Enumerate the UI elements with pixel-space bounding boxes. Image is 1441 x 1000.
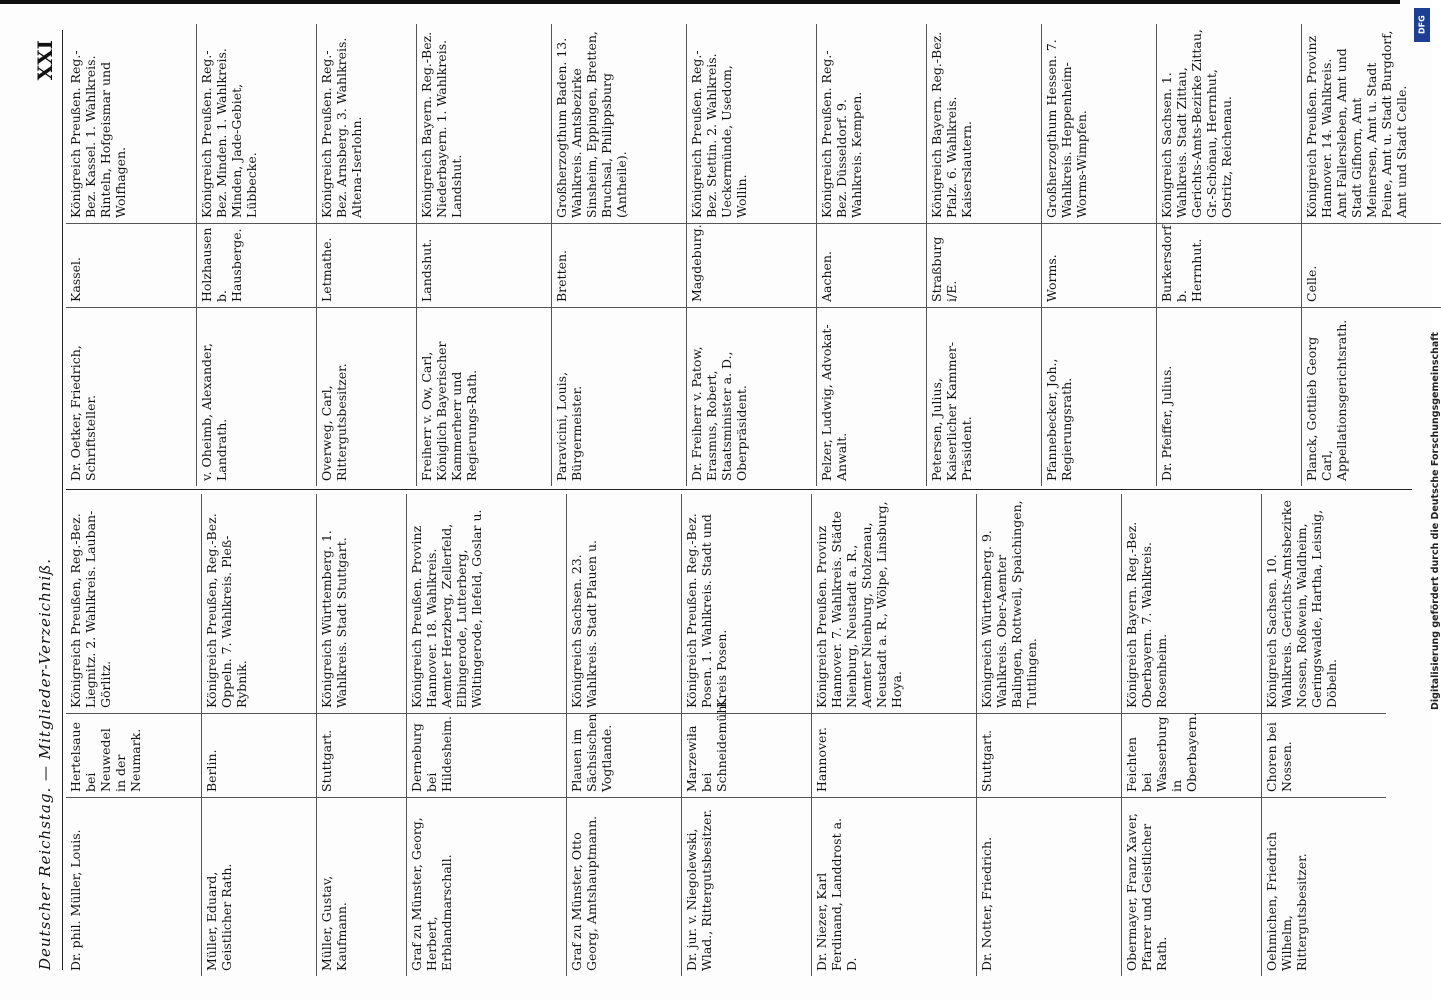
member-name: Oehmichen, Friedrich Wilhelm, Rittergutsbesitzer. (1264, 831, 1309, 971)
member-name: Dr. jur. v. Niegolewski, Wlad., Rittergutsbesitzer. (684, 809, 714, 971)
member-district: Königreich Preußen, Reg.-Bez. Oppeln. 7. Wahlkreis. Pleß-Rybnik. (202, 494, 316, 714)
member-residence: Letmathe. (317, 224, 416, 308)
dfg-logo: DFG (1414, 8, 1430, 42)
member-district: Königreich Preußen. Reg.-Bez. Kassel. 1. Wahlkreis. Rinteln, Hofgeismar und Wolfhagen. (66, 24, 196, 224)
member-name: Planck, Gottlieb Georg Carl, Appellationsgerichtsrath. (1304, 319, 1349, 481)
member-row (66, 24, 196, 486)
member-district: Großherzogthum Baden. 13. Wahlkreis. Amtsbezirke Sinsheim, Eppingen, Bretten, Bruchsal, Philippsburg (Antheile). (552, 24, 686, 224)
member-district: Königreich Preußen. Reg.-Bez. Düsseldorf. 9. Wahlkreis. Kempen. (817, 24, 926, 224)
member-name: Overweg, Carl, Rittergutsbesitzer. (319, 363, 349, 481)
member-name: Obermayer, Franz Xaver, Pfarrer und Geistlicher Rath. (1124, 812, 1169, 971)
page-number: XXI (33, 40, 57, 81)
member-name: Pfannebecker, Joh., Regierungsrath. (1044, 358, 1074, 481)
right-column (66, 20, 1412, 490)
member-name: Graf zu Münster, Otto Georg, Amtshauptmann. (569, 815, 599, 971)
member-district: Königreich Bayern. Reg.-Bez. Oberbayern. 7. Wahlkreis. Rosenheim. (1122, 494, 1261, 714)
member-residence: Stuttgart. (977, 714, 1121, 798)
member-row (1261, 494, 1386, 976)
member-district: Königreich Preußen. Reg.-Bez. Posen. 1. Wahlkreis. Stadt und Kreis Posen. (682, 494, 811, 714)
member-row (551, 24, 686, 486)
member-residence: Hannover. (812, 714, 976, 798)
member-row (196, 24, 316, 486)
member-row (201, 494, 316, 976)
member-name: Müller, Gustav, Kaufmann. (319, 875, 349, 971)
member-district: Königreich Sachsen. 1. Wahlkreis. Stadt Zittau, Gerichts-Amts-Bezirke Zittau, Gr.-Schönau, Herrnhut, Ostritz, Reichenau. (1157, 24, 1301, 224)
member-residence: Landshut. (417, 224, 551, 308)
member-district: Großherzogthum Hessen. 7. Wahlkreis. Heppenheim-Worms-Wimpfen. (1042, 24, 1156, 224)
member-row (686, 24, 816, 486)
member-residence: Hertelsaue bei Neuwedel in der Neumark. (66, 714, 201, 798)
member-residence: Celle. (1302, 224, 1441, 308)
member-name: Dr. Pfeiffer, Julius. (1159, 365, 1174, 481)
member-row (811, 494, 976, 976)
member-district: Königreich Bayern. Reg.-Bez. Pfalz. 6. Wahlkreis. Kaiserslautern. (927, 24, 1041, 224)
member-name: Freiherr v. Ow, Carl, Königlich Bayerischer Kammerherr und Regierungs-Rath. (419, 341, 479, 481)
member-name: Dr. phil. Müller, Louis. (68, 829, 83, 971)
member-name: Dr. Notter, Friedrich. (979, 836, 994, 971)
member-district: Königreich Preußen, Reg.-Bez. Liegnitz. 2. Wahlkreis. Lauban-Görlitz. (66, 494, 201, 714)
member-row (566, 494, 681, 976)
header-rule (62, 30, 63, 970)
member-residence: Berlin. (202, 714, 316, 798)
member-name: Dr. Niezer, Karl Ferdinand, Landdrost a. D. (814, 817, 859, 971)
member-name: Pelzer, Ludwig, Advokat-Anwalt. (819, 324, 849, 481)
member-district: Königreich Preußen. Reg.-Bez. Stettin. 2. Wahlkreis. Ueckermünde, Usedom, Wollin. (687, 24, 816, 224)
member-row (816, 24, 926, 486)
member-row (681, 494, 811, 976)
member-district: Königreich Sachsen. 10. Wahlkreis. Gerichts-Amtsbezirke Nossen, Roßwein, Waldheim, Geringswalde, Hartha, Leisnig, Döbeln. (1262, 494, 1386, 714)
member-row (416, 24, 551, 486)
member-district: Königreich Preußen. Provinz Hannover. 14. Wahlkreis. Amt Fallersleben, Amt und Stadt Gifhorn, Amt Meinersen, Amt u. Stadt Peine, Amt u. Stadt Burgdorf, Amt und Stadt Celle. (1302, 24, 1441, 224)
member-residence: Plauen im Sächsischen Vogtlande. (567, 714, 681, 798)
member-residence: Kassel. (66, 224, 196, 308)
member-row (926, 24, 1041, 486)
member-name: Paravicini, Louis, Bürgermeister. (554, 371, 584, 481)
member-residence: Derneburg bei Hildesheim. (407, 714, 566, 798)
member-district: Königreich Sachsen. 23. Wahlkreis. Stadt Plauen u. (567, 494, 681, 714)
member-residence: Holzhausen b. Hausberge. (197, 224, 316, 308)
member-residence: Magdeburg. (687, 224, 816, 308)
member-name: v. Oheimb, Alexander, Landrath. (199, 343, 229, 481)
member-residence: Burkersdorf b. Herrnhut. (1157, 224, 1301, 308)
member-residence: Stuttgart. (317, 714, 406, 798)
member-district: Königreich Preußen. Provinz Hannover. 18. Wahlkreis. Aemter Herzberg, Zellerfeld, Elbingerode, Lutterberg, Wöltingerode, Ilefeld, Goslar u. (407, 494, 566, 714)
running-title: Deutscher Reichstag. — Mitglieder-Verzeichniß. (36, 557, 54, 970)
member-residence: Marzewiła bei Schneidemühl. (682, 714, 811, 798)
member-residence: Bretten. (552, 224, 686, 308)
member-name: Dr. Freiherr v. Patow, Erasmus, Robert, Staatsminister a. D., Oberpräsident. (689, 346, 749, 481)
member-district: Königreich Württemberg. 1. Wahlkreis. Stadt Stuttgart. (317, 494, 406, 714)
member-row (1156, 24, 1301, 486)
member-district: Königreich Württemberg. 9. Wahlkreis. Ober-Aemter Balingen, Rottweil, Spaichingen, Tuttlingen. (977, 494, 1121, 714)
member-residence: Choren bei Nossen. (1262, 714, 1386, 798)
member-row (66, 494, 201, 976)
member-row (406, 494, 566, 976)
member-residence: Worms. (1042, 224, 1156, 308)
member-row (1041, 24, 1156, 486)
dfg-credit: Digitalisierung gefördert durch die Deutsche Forschungsgemeinschaft (1430, 332, 1441, 710)
member-district: Königreich Bayern. Reg.-Bez. Niederbayern. 1. Wahlkreis. Landshut. (417, 24, 551, 224)
member-row (316, 494, 406, 976)
member-district: Königreich Preußen. Reg.-Bez. Minden. 1. Wahlkreis. Minden, Jade-Gebiet, Lübbecke. (197, 24, 316, 224)
member-district: Königreich Preußen. Provinz Hannover. 7. Wahlkreis. Städte Nienburg, Neustadt a. R., Aemter Nienburg, Stolzenau, Neustadt a. R., Wölpe, Linsburg, Hoya. (812, 494, 976, 714)
member-residence: Straßburg i/E. (927, 224, 1041, 308)
member-name: Petersen, Julius, Kaiserlicher Kammer-Präsident. (929, 341, 974, 481)
member-row (1301, 24, 1441, 486)
page-header (30, 40, 60, 970)
member-name: Müller, Eduard, Geistlicher Rath. (204, 863, 234, 971)
left-column (66, 490, 1412, 980)
member-row (1121, 494, 1261, 976)
member-residence: Aachen. (817, 224, 926, 308)
member-name: Dr. Oetker, Friedrich, Schriftsteller. (68, 345, 98, 481)
member-row (976, 494, 1121, 976)
member-name: Graf zu Münster, Georg, Herbert, Erblandmarschall. (409, 817, 454, 971)
member-row (316, 24, 416, 486)
member-residence: Feichten bei Wasserburg in Oberbayern. (1122, 714, 1261, 798)
member-district: Königreich Preußen. Reg.-Bez. Arnsberg. 3. Wahlkreis. Altena-Iserlohn. (317, 24, 416, 224)
